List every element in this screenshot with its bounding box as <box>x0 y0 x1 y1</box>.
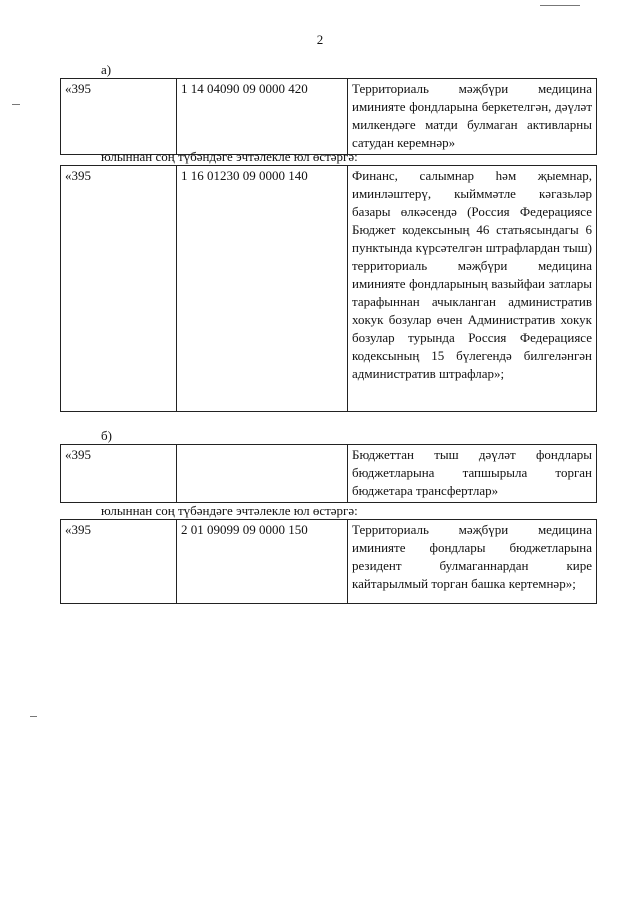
table-cell-kbk: 1 16 01230 09 0000 140 <box>177 166 348 412</box>
section-a-table-2 <box>60 165 597 412</box>
table-cell-description: Территориаль мәҗбүри медицина иминияте фондлары бюджетларына резидент булмаганнардан кире кайтарылмый торган башка кертемнәр»; <box>348 520 597 604</box>
table-cell-kbk: 2 01 09099 09 0000 150 <box>177 520 348 604</box>
table-cell-code: «395 <box>61 445 177 503</box>
section-b-label: б) <box>101 428 112 443</box>
table-cell-description: Бюджеттан тыш дәүләт фондлары бюджетларына тапшырыла торган бюджетара трансфертлар» <box>348 445 597 503</box>
table-cell-description: Финанс, салымнар һәм җыемнар, иминләштерү, кыйммәтле кәгазьләр базары өлкәсендә (Россия Федерациясе Бюджет кодексының 46 статьясындагы 6 пунктында күрсәтелгән штрафлардан тыш) территориаль мәҗбүри медицина иминияте фондларының вазыйфаи затлары тарафыннан ачыкланган административ хокук бозулар өчен Административ хокук бозулар турында Россия Федерациясе кодексының 15 бүлегендә билгеләнгән административ штрафлар»; <box>348 166 597 412</box>
section-b-table-1 <box>60 444 597 503</box>
scan-mark-left-2 <box>30 716 37 717</box>
table-cell-kbk: 1 14 04090 09 0000 420 <box>177 79 348 155</box>
section-b-instruction: юлыннан соң түбәндәге эчтәлекле юл өстәргә: <box>101 503 358 518</box>
scan-mark-top <box>540 5 580 6</box>
section-a-instruction: юлыннан соң түбәндәге эчтәлекле юл өстәргә: <box>101 149 358 164</box>
table-cell-code: «395 <box>61 79 177 155</box>
table-row <box>61 166 597 412</box>
section-b-table-2 <box>60 519 597 604</box>
table-cell-code: «395 <box>61 520 177 604</box>
table-row <box>61 79 597 155</box>
section-a-label: а) <box>101 62 112 77</box>
table-cell-description: Территориаль мәҗбүри медицина иминияте фондларына беркетелгән, дәүләт милкендәге матди булмаган активларны сатудан керемнәр» <box>348 79 597 155</box>
page-number: 2 <box>316 32 324 47</box>
scan-mark-left-1 <box>12 104 20 105</box>
table-cell-kbk <box>177 445 348 503</box>
table-row <box>61 445 597 503</box>
section-a-table-1 <box>60 78 597 155</box>
table-row <box>61 520 597 604</box>
table-cell-code: «395 <box>61 166 177 412</box>
